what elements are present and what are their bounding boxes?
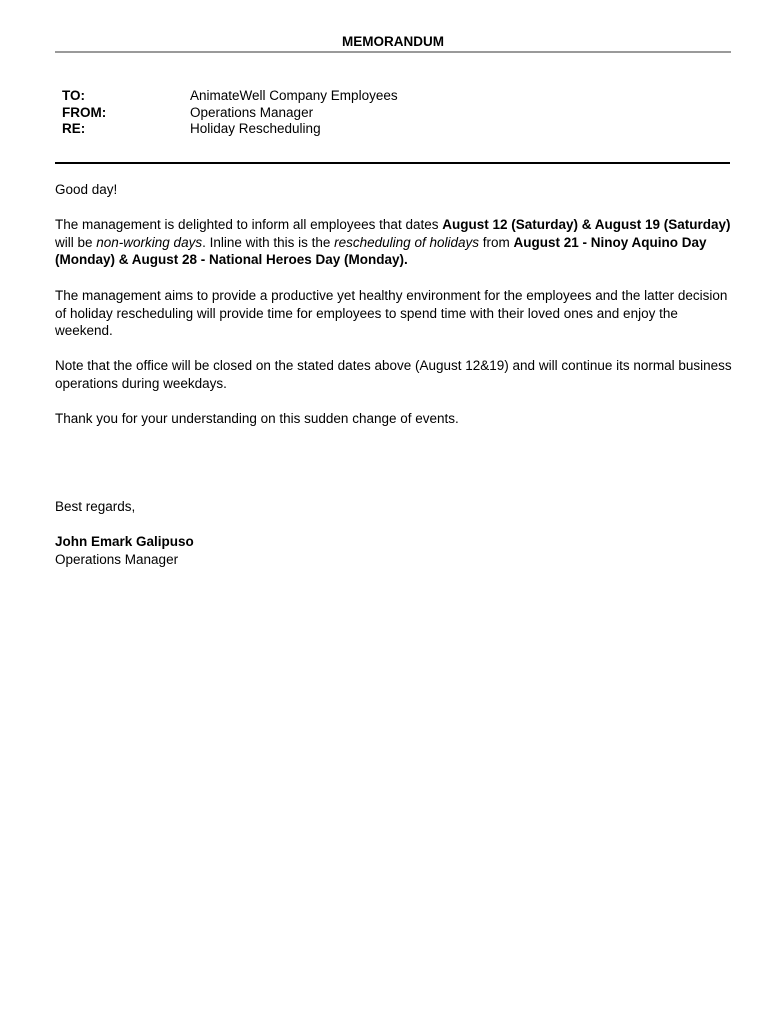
to-value: AnimateWell Company Employees	[190, 88, 398, 103]
re-label: RE:	[62, 121, 86, 136]
paragraph-thanks	[55, 410, 735, 428]
greeting-text: Good day!	[55, 182, 118, 197]
signer-name	[55, 533, 735, 551]
header-separator-accent	[55, 162, 182, 164]
paragraph-announcement-text	[55, 216, 735, 269]
header-row-to	[62, 88, 398, 105]
greeting	[55, 181, 735, 199]
paragraph-thanks-text: Thank you for your understanding on this sudden change of events.	[55, 411, 459, 426]
signer-title: Operations Manager	[55, 551, 179, 567]
para1-saturday-dates: August 12 (Saturday) & August 19 (Saturday)	[442, 217, 731, 232]
paragraph-office-closed-text: Note that the office will be closed on the stated dates above (August 12&19) and will continue its normal business operations during weekdays.	[55, 358, 732, 391]
para1-rescheduling: rescheduling of holidays	[334, 234, 479, 250]
paragraph-aims-text: The management aims to provide a productive yet healthy environment for the employees and the latter decision of holiday rescheduling will provide time for employees to spend time with their loved ones and enjoy the weekend.	[55, 288, 728, 339]
header-row-from	[62, 105, 398, 122]
paragraph-announcement	[55, 216, 735, 269]
title-underline	[55, 51, 731, 53]
memo-title: MEMORANDUM	[342, 34, 444, 49]
para1-holiday-dates: August 21 - Ninoy Aquino Day (Monday) & August 28 - National Heroes Day (Monday).	[55, 234, 707, 268]
paragraph-aims	[55, 287, 735, 340]
paragraph-office-closed	[55, 357, 735, 392]
re-value: Holiday Rescheduling	[190, 121, 321, 136]
closing-text: Best regards,	[55, 499, 136, 514]
closing	[55, 498, 735, 516]
para1-text-4: from	[478, 234, 514, 250]
memo-header	[62, 88, 398, 138]
para1-text-1: The management is delighted to inform all employees that dates	[55, 217, 443, 232]
para1-non-working-days: non-working days	[96, 234, 203, 250]
signer-name-text: John Emark Galipuso	[55, 534, 194, 549]
signature-block	[55, 533, 735, 568]
from-value: Operations Manager	[190, 104, 314, 120]
para1-text-2: will be	[55, 234, 97, 250]
header-row-re	[62, 121, 398, 138]
from-label: FROM:	[62, 104, 107, 120]
to-label: TO:	[62, 88, 85, 103]
para1-text-3: . Inline with this is the	[202, 234, 335, 250]
